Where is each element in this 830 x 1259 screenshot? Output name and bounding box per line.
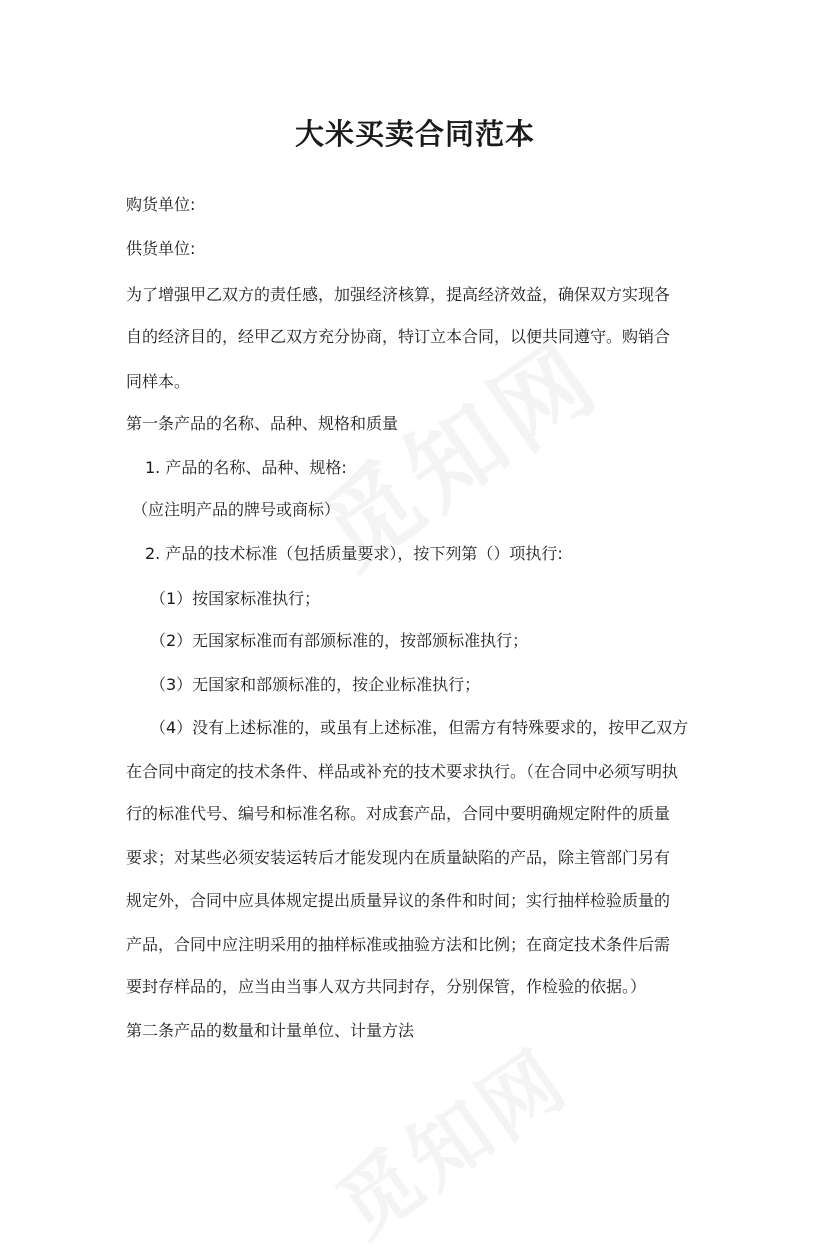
clause-line: （3）无国家和部颁标准的，按企业标准执行； xyxy=(150,675,481,694)
buyer-line: 购货单位: xyxy=(126,195,196,214)
article-heading: 第一条产品的名称、品种、规格和质量 xyxy=(126,414,399,433)
clause-line: 要封存样品的，应当由当事人双方共同封存，分别保管，作检验的依据。） xyxy=(126,977,647,996)
clause-line: （4）没有上述标准的，或虽有上述标准，但需方有特殊要求的，按甲乙双方 xyxy=(150,718,689,737)
preamble-line: 同样本。 xyxy=(126,372,191,391)
clause-line: 在合同中商定的技术条件、样品或补充的技术要求执行。（在合同中必须写明执 xyxy=(126,762,679,781)
page-title: 大米买卖合同范本 xyxy=(294,117,535,151)
clause-line: （2）无国家标准而有部颁标准的，按部颁标准执行； xyxy=(150,631,529,650)
clause-line: 要求；对某些必须安装运转后才能发现内在质量缺陷的产品，除主管部门另有 xyxy=(126,848,671,867)
clause-line: 产品，合同中应注明采用的抽样标准或抽验方法和比例；在商定技术条件后需 xyxy=(126,935,671,954)
clause-line: 规定外，合同中应具体规定提出质量异议的条件和时间；实行抽样检验质量的 xyxy=(126,891,671,910)
clause-line: （1）按国家标准执行； xyxy=(150,589,321,608)
seller-line: 供货单位: xyxy=(126,239,196,258)
clause-line: （应注明产品的牌号或商标） xyxy=(132,500,341,519)
preamble-line: 为了增强甲乙双方的责任感，加强经济核算，提高经济效益，确保双方实现各 xyxy=(126,285,671,304)
clause-line: 1. 产品的名称、品种、规格: xyxy=(145,458,347,477)
clause-line: 2. 产品的技术标准（包括质量要求），按下列第（）项执行: xyxy=(145,544,563,563)
article-heading: 第二条产品的数量和计量单位、计量方法 xyxy=(126,1021,415,1040)
preamble-line: 自的经济目的，经甲乙双方充分协商，特订立本合同，以便共同遵守。购销合 xyxy=(126,327,671,346)
clause-line: 行的标准代号、编号和标准名称。对成套产品，合同中要明确规定附件的质量 xyxy=(126,804,671,823)
